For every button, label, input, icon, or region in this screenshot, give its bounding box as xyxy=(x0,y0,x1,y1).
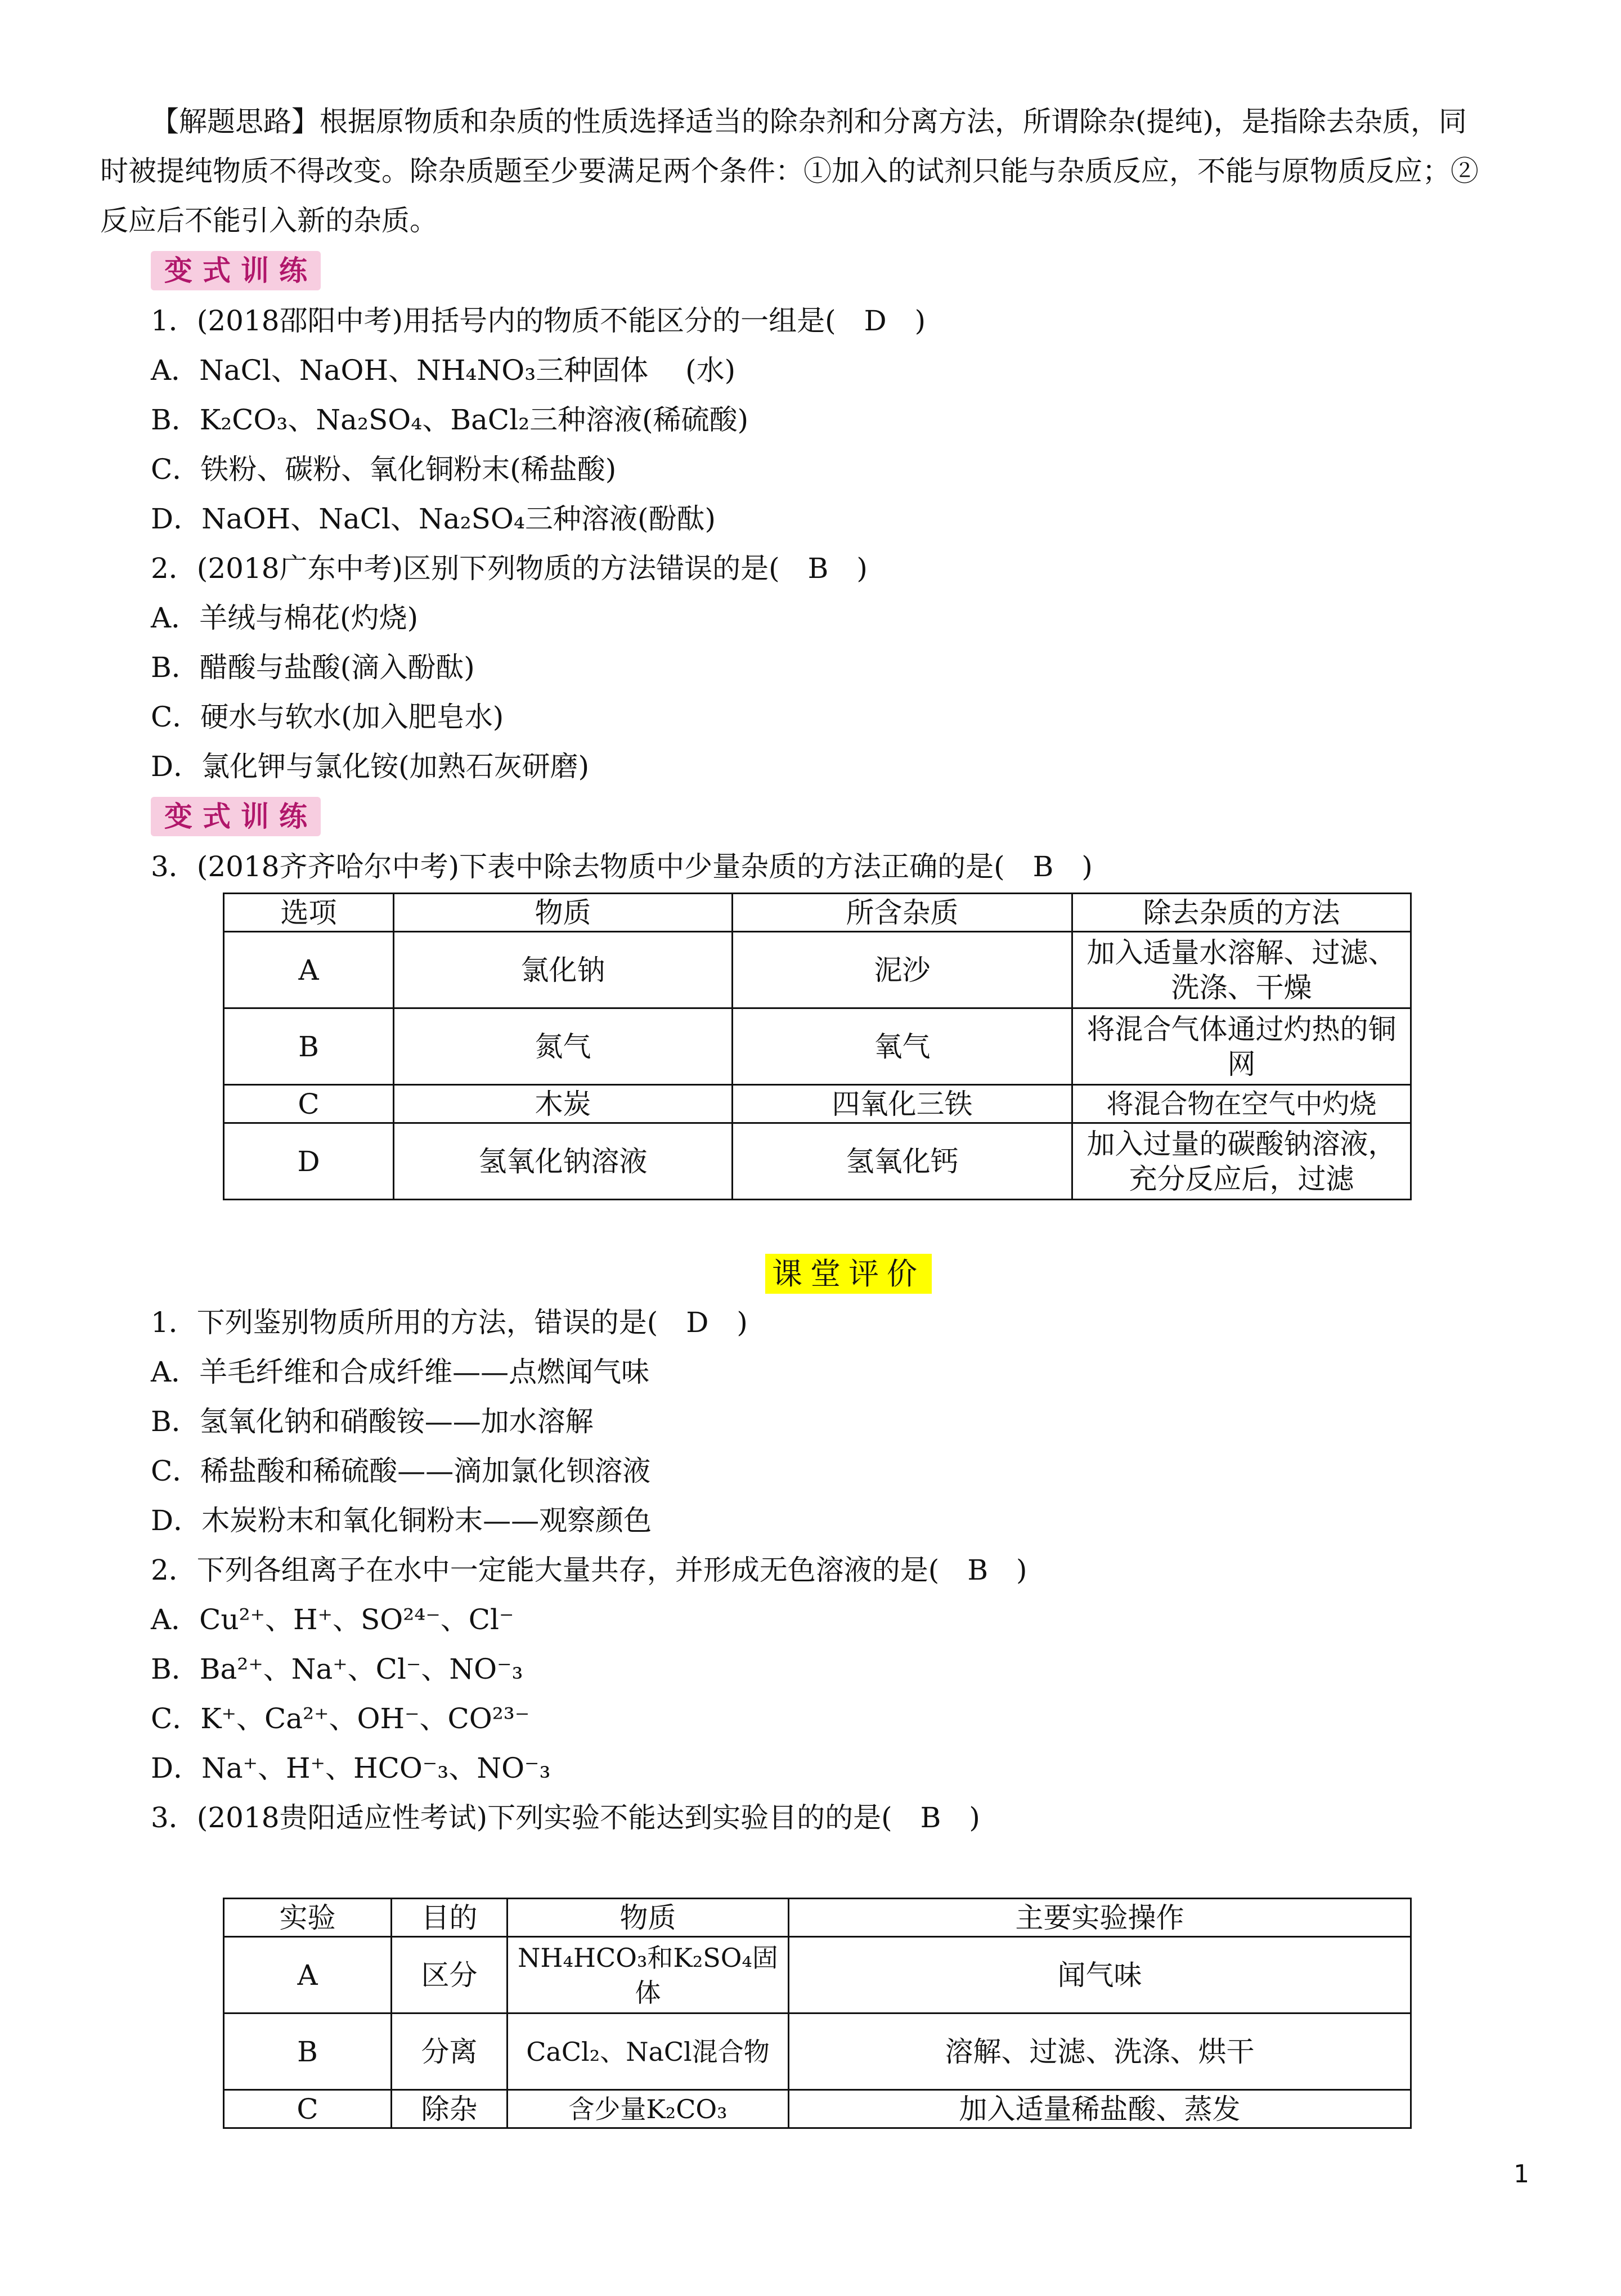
q1-option-a: A．NaCl、NaOH、NH₄NO₃三种固体 (水) xyxy=(151,354,736,387)
table-cell: 氢氧化钠溶液 xyxy=(394,1123,733,1200)
table-cell: A xyxy=(224,1937,392,2014)
table-cell: 氮气 xyxy=(394,1008,733,1085)
section-tag-variant-1 xyxy=(151,251,321,290)
class-eval-label: 课堂评价 xyxy=(765,1254,932,1294)
table-cell: 氢氧化钙 xyxy=(733,1123,1072,1200)
q2-option-d: D．氯化钾与氯化铵(加熟石灰研磨) xyxy=(151,750,590,783)
e2-option-d: D．Na⁺、H⁺、HCO⁻₃、NO⁻₃ xyxy=(151,1752,551,1784)
table-row xyxy=(224,1008,1411,1085)
q3-table xyxy=(223,893,1412,1200)
q2-option-c: C．硬水与软水(加入肥皂水) xyxy=(151,701,504,733)
e1-option-d: D．木炭粉末和氧化铜粉末——观察颜色 xyxy=(151,1504,652,1537)
table-header-row xyxy=(224,1899,1411,1937)
e2-stem: 2．下列各组离子在水中一定能大量共存，并形成无色溶液的是( B ) xyxy=(151,1554,1027,1586)
table-cell: 区分 xyxy=(392,1937,508,2014)
table-header-cell: 除去杂质的方法 xyxy=(1072,894,1411,932)
table-header-row xyxy=(224,894,1411,932)
table-cell: 四氧化三铁 xyxy=(733,1085,1072,1123)
q2-stem: 2．(2018广东中考)区别下列物质的方法错误的是( B ) xyxy=(151,552,868,585)
q1-stem: 1．(2018邵阳中考)用括号内的物质不能区分的一组是( D ) xyxy=(151,304,926,337)
table-cell: 分离 xyxy=(392,2014,508,2090)
table-cell: 泥沙 xyxy=(733,932,1072,1008)
table-row xyxy=(224,1123,1411,1200)
q3-stem: 3．(2018齐齐哈尔中考)下表中除去物质中少量杂质的方法正确的是( B ) xyxy=(151,850,1093,883)
table-cell: CaCl₂、NaCl混合物 xyxy=(508,2014,789,2090)
table-cell: 加入适量水溶解、过滤、洗涤、干燥 xyxy=(1072,932,1411,1008)
table-cell: A xyxy=(224,932,394,1008)
e3-table xyxy=(223,1898,1412,2129)
table-row xyxy=(224,932,1411,1008)
table-cell: 将混合物在空气中灼烧 xyxy=(1072,1085,1411,1123)
class-eval-heading xyxy=(765,1256,932,1293)
e1-option-c: C．稀盐酸和稀硫酸——滴加氯化钡溶液 xyxy=(151,1455,651,1487)
table-header-cell: 物质 xyxy=(508,1899,789,1937)
table-cell: 将混合气体通过灼热的铜网 xyxy=(1072,1008,1411,1085)
e3-stem: 3．(2018贵阳适应性考试)下列实验不能达到实验目的的是( B ) xyxy=(151,1801,980,1834)
table-header-cell: 选项 xyxy=(224,894,394,932)
section-tag-label: 变式训练 xyxy=(151,797,321,836)
intro-line-2: 时被提纯物质不得改变。除杂质题至少要满足两个条件：①加入的试剂只能与杂质反应，不能与原物质反应；② xyxy=(100,155,1479,187)
table-cell: 除杂 xyxy=(392,2090,508,2128)
table-header-cell: 目的 xyxy=(392,1899,508,1937)
e1-option-a: A．羊毛纤维和合成纤维——点燃闻气味 xyxy=(151,1356,650,1388)
table-cell: B xyxy=(224,2014,392,2090)
table-row xyxy=(224,1937,1411,2014)
e2-option-b: B．Ba²⁺、Na⁺、Cl⁻、NO⁻₃ xyxy=(151,1653,523,1685)
q1-option-b: B．K₂CO₃、Na₂SO₄、BaCl₂三种溶液(稀硫酸) xyxy=(151,403,749,436)
table-cell: NH₄HCO₃和K₂SO₄固体 xyxy=(508,1937,789,2014)
e1-option-b: B．氢氧化钠和硝酸铵——加水溶解 xyxy=(151,1405,594,1438)
section-tag-label: 变式训练 xyxy=(151,251,321,290)
table-header-cell: 物质 xyxy=(394,894,733,932)
table-cell: 氯化钠 xyxy=(394,932,733,1008)
section-tag-variant-2 xyxy=(151,797,321,836)
table-header-cell: 所含杂质 xyxy=(733,894,1072,932)
table-cell: 加入适量稀盐酸、蒸发 xyxy=(789,2090,1411,2128)
q2-option-b: B．醋酸与盐酸(滴入酚酞) xyxy=(151,651,475,684)
intro-line-3: 反应后不能引入新的杂质。 xyxy=(100,204,438,237)
q2-option-a: A．羊绒与棉花(灼烧) xyxy=(151,602,419,634)
table-cell: 木炭 xyxy=(394,1085,733,1123)
e2-option-c: C．K⁺、Ca²⁺、OH⁻、CO²³⁻ xyxy=(151,1702,530,1735)
table-header-cell: 实验 xyxy=(224,1899,392,1937)
e2-option-a: A．Cu²⁺、H⁺、SO²⁴⁻、Cl⁻ xyxy=(151,1603,514,1636)
table-cell: 加入过量的碳酸钠溶液，充分反应后，过滤 xyxy=(1072,1123,1411,1200)
table-row xyxy=(224,2090,1411,2128)
q1-option-d: D．NaOH、NaCl、Na₂SO₄三种溶液(酚酞) xyxy=(151,503,716,535)
q1-option-c: C．铁粉、碳粉、氧化铜粉末(稀盐酸) xyxy=(151,453,617,486)
intro-line-1: 【解题思路】根据原物质和杂质的性质选择适当的除杂剂和分离方法，所谓除杂(提纯)，是指除去杂质，同 xyxy=(151,105,1467,138)
e1-stem: 1．下列鉴别物质所用的方法，错误的是( D ) xyxy=(151,1306,748,1339)
table-cell: 闻气味 xyxy=(789,1937,1411,2014)
table-cell: B xyxy=(224,1008,394,1085)
table-cell: D xyxy=(224,1123,394,1200)
table-cell: 含少量K₂CO₃ xyxy=(508,2090,789,2128)
table-cell: 溶解、过滤、洗涤、烘干 xyxy=(789,2014,1411,2090)
table-header-cell: 主要实验操作 xyxy=(789,1899,1411,1937)
table-cell: C xyxy=(224,2090,392,2128)
page-number: 1 xyxy=(1514,2160,1529,2189)
table-cell: C xyxy=(224,1085,394,1123)
table-row xyxy=(224,2014,1411,2090)
table-cell: 氧气 xyxy=(733,1008,1072,1085)
table-row xyxy=(224,1085,1411,1123)
